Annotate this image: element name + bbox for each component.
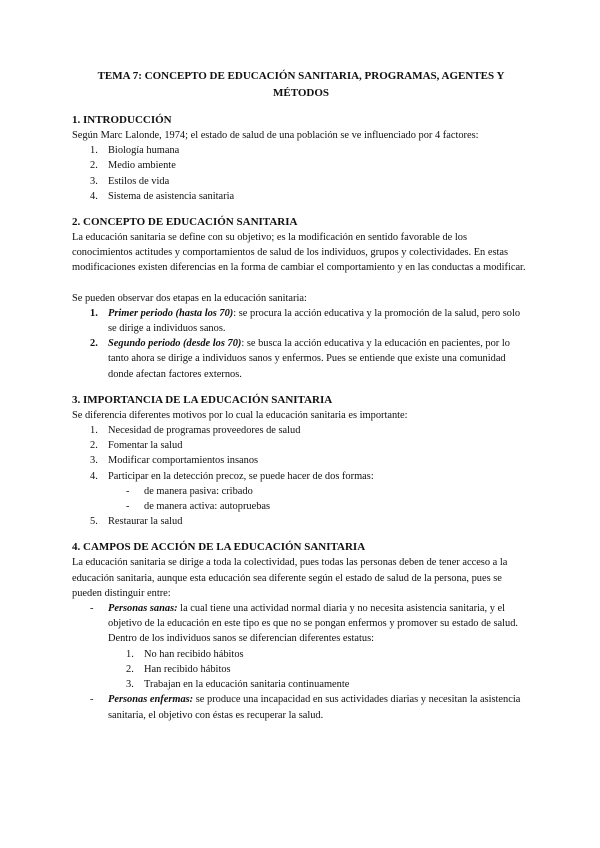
list-item: 2. Fomentar la salud [90,440,183,452]
list-item: 4. Sistema de asistencia sanitaria [90,190,235,202]
factors-list [72,143,530,204]
list-item: 4. Participar en la detección precoz, se puede hacer de dos formas: [90,470,374,482]
section-heading: 2. CONCEPTO DE EDUCACIÓN SANITARIA [72,216,298,229]
stages-intro: Se pueden observar dos etapas en la educación sanitaria: [72,292,307,304]
sub-list-item: - de manera pasiva: cribado [126,485,253,497]
statuses-intro: Dentro de los individuos sanos se diferencian diferentes estatus: [108,633,375,645]
section-concepto [72,214,530,382]
section-importancia [72,392,530,530]
stages-list [72,306,530,382]
section-paragraph: La educación sanitaria se define con su objetivo; es la modificación en sentido favorable de los conocimientos actitudes y comportamientos de salud de los individuos, grupos y colectividades. En estas modificaciones existen diferencias en la forma de cambiar el comportamiento y en las conductas a modificar. [72,232,526,274]
list-item: 3. Estilos de vida [90,175,170,187]
sub-list-item: 1. No han recibido hábitos [126,648,244,660]
list-item: 2. Medio ambiente [90,160,176,172]
section-heading: 4. CAMPOS DE ACCIÓN DE LA EDUCACIÓN SANITARIA [72,541,366,554]
list-item: 5. Restaurar la salud [90,516,183,528]
list-item: 1. Biología humana [90,145,180,157]
section-introduccion [72,112,530,204]
statuses-list [72,647,530,693]
sub-list-item: 3. Trabajan en la educación sanitaria continuamente [126,679,350,691]
persons-list [72,601,530,631]
persons-list-2 [72,692,530,722]
reasons-list [72,423,530,529]
section-heading: 1. INTRODUCCIÓN [72,114,172,126]
list-item-healthy: - Personas sanas: la cual tiene una actividad normal diaria y no necesita asistencia sanitaria, y el objetivo de la educación en este tipo es que no se pongan enfermos y promover su estado de salud. [90,603,519,630]
list-item: 1. Primer periodo (hasta los 70): se procura la acción educativa y la promoción de la salud, pero solo se dirige a individuos sanos. [90,307,521,335]
section-paragraph: Se diferencia diferentes motivos por lo cual la educación sanitaria es importante: [72,409,408,421]
section-campos [72,539,530,722]
sub-list-item: - de manera activa: autopruebas [126,501,271,513]
document-title: TEMA 7: CONCEPTO DE EDUCACIÓN SANITARIA, PROGRAMAS, AGENTES Y MÉTODOS [97,70,505,99]
list-item: 1. Necesidad de programas proveedores de salud [90,425,301,437]
section-paragraph: Según Marc Lalonde, 1974; el estado de salud de una población se ve influenciado por 4 factores: [72,130,479,141]
section-heading: 3. IMPORTANCIA DE LA EDUCACIÓN SANITARIA [72,393,333,406]
section-paragraph: La educación sanitaria se dirige a toda la colectividad, pues todas las personas deben de tener acceso a la educación sanitaria, aunque esta educación sea diferente según el estado de salud de la persona, pues se pueden distinguir entre: [72,557,508,599]
list-item-sick: - Personas enfermas: se produce una incapacidad en sus actividades diarias y necesitan la asistencia sanitaria, el objetivo con éstas es recuperar la salud. [90,694,521,721]
sub-list-item: 2. Han recibido hábitos [126,663,231,675]
list-item: 2. Segundo periodo (desde los 70): se busca la acción educativa y la educación en pacientes, por lo tanto ahora se dirige a individuos sanos y enfermos. Pues se entiende que existe una comunidad donde afectan factores externos. [90,338,510,380]
list-item: 3. Modificar comportamientos insanos [90,455,259,467]
